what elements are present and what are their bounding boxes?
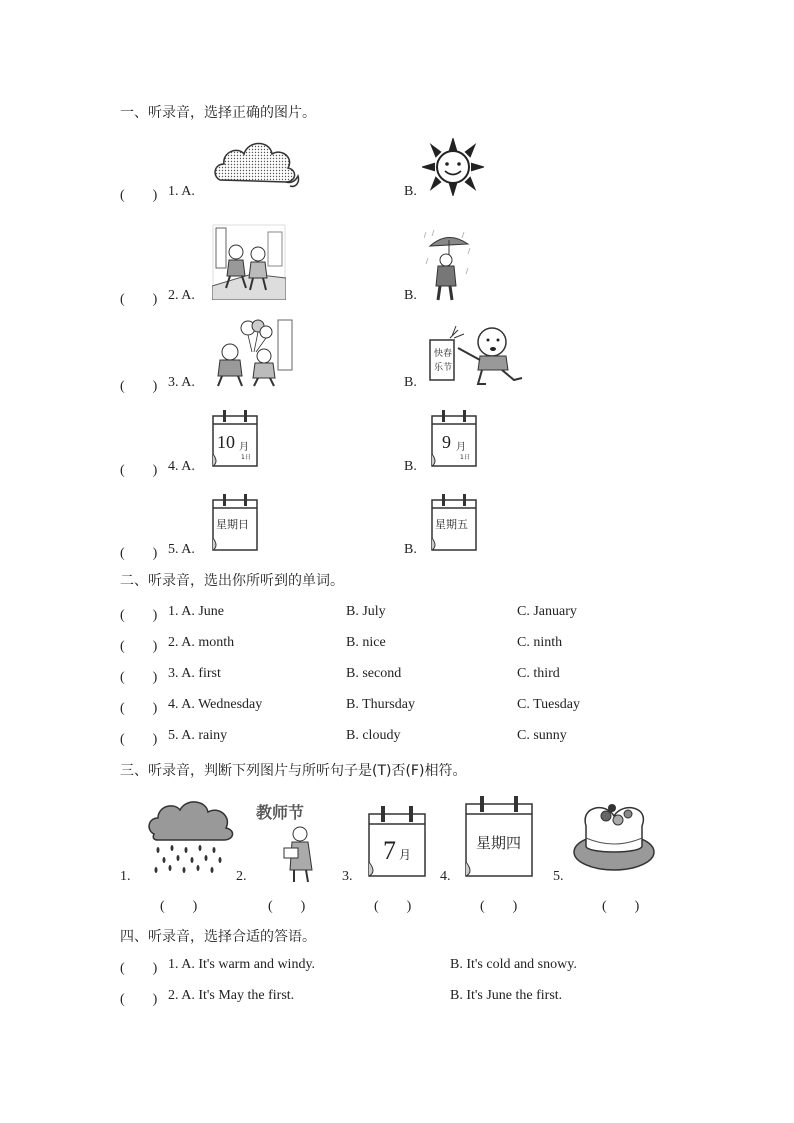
option-b: B. second (346, 666, 402, 681)
calendar-month-unit: 月 (239, 442, 249, 453)
answer-blank[interactable]: ( ) (120, 701, 158, 716)
item-number: 1. (120, 869, 131, 884)
calendar-month-unit: 月 (456, 442, 466, 453)
answer-blank[interactable]: ( ) (120, 379, 158, 394)
option-a: 2. A. month (168, 635, 235, 650)
option-a: 4. A. Wednesday (168, 697, 263, 712)
answer-blank[interactable]: ( ) (120, 546, 158, 561)
answer-blank[interactable]: ( ) (120, 961, 158, 976)
svg-text:乐节: 乐节 (434, 363, 453, 373)
calendar-day: 7 (383, 836, 396, 865)
calendar-date-small: 1日 (241, 454, 251, 461)
item-number: 2. (236, 869, 247, 884)
option-a: 1. A. It's warm and windy. (168, 957, 316, 972)
calendar-weekday: 星期五 (435, 518, 468, 531)
calendar-july-picture (367, 806, 427, 878)
teachers-day-picture (250, 796, 326, 884)
calendar-day: 9 (442, 432, 451, 452)
item-number: 2. A. (168, 288, 195, 303)
girl-umbrella-rain-picture (424, 228, 472, 302)
calendar-date-small: 1日 (460, 454, 470, 461)
answer-blank[interactable]: ( ) (120, 188, 158, 203)
option-b: B. Thursday (346, 697, 415, 712)
option-a: 5. A. rainy (168, 728, 228, 743)
option-c: C. Tuesday (517, 697, 581, 712)
answer-blank[interactable]: ( ) (120, 292, 158, 307)
answer-blank[interactable]: ( ) (120, 992, 158, 1007)
answer-blank[interactable]: ( ) (120, 463, 158, 478)
cloud-picture (212, 136, 304, 194)
rain-cloud-picture (146, 796, 236, 880)
sign-text: 快春 (434, 349, 453, 359)
option-c: C. ninth (517, 635, 563, 650)
option-c: C. sunny (517, 728, 567, 743)
answer-blank[interactable]: ( ) (120, 639, 158, 654)
option-b-label: B. (404, 459, 417, 474)
calendar-month-unit: 月 (399, 848, 412, 862)
option-c: C. third (517, 666, 560, 681)
answer-blank[interactable]: ( ) (120, 670, 158, 685)
item-number: 3. (342, 869, 353, 884)
option-a: 2. A. It's May the first. (168, 988, 295, 1003)
boy-firecracker-picture (428, 322, 528, 386)
item-number: 4. (440, 869, 451, 884)
answer-blank[interactable]: ( ) (602, 899, 640, 914)
option-a: 3. A. first (168, 666, 221, 681)
teachers-day-sign: 教师节 (256, 803, 305, 822)
item-number: 5. A. (168, 542, 195, 557)
answer-blank[interactable]: ( ) (160, 899, 198, 914)
option-b-label: B. (404, 375, 417, 390)
item-number: 1. A. (168, 184, 195, 199)
calendar-weekday: 星期日 (216, 518, 249, 531)
item-number: 5. (553, 869, 564, 884)
calendar-day: 10 (217, 432, 235, 452)
option-b: B. It's cold and snowy. (450, 957, 577, 972)
item-number: 4. A. (168, 459, 195, 474)
option-a: 1. A. June (168, 604, 224, 619)
item-number: 3. A. (168, 375, 195, 390)
section1-title: 一、听录音，选择正确的图片。 (120, 105, 316, 121)
calendar-weekday: 星期四 (476, 834, 522, 852)
answer-blank[interactable]: ( ) (268, 899, 306, 914)
children-walking-picture (212, 224, 286, 300)
section4-title: 四、听录音，选择合适的答语。 (120, 929, 316, 945)
section2-title: 二、听录音，选出你所听到的单词。 (120, 573, 344, 589)
option-b-label: B. (404, 184, 417, 199)
option-b: B. It's June the first. (450, 988, 563, 1003)
option-b: B. cloudy (346, 728, 401, 743)
option-b-label: B. (404, 288, 417, 303)
sun-picture (422, 138, 484, 196)
calendar-sunday-picture (211, 494, 259, 552)
option-b: B. July (346, 604, 386, 619)
answer-blank[interactable]: ( ) (120, 732, 158, 747)
calendar-september-1-picture (430, 410, 478, 468)
option-b-label: B. (404, 542, 417, 557)
answer-blank[interactable]: ( ) (120, 608, 158, 623)
children-balloons-picture (208, 318, 296, 388)
birthday-cake-picture (572, 796, 656, 876)
calendar-thursday-picture (464, 796, 536, 878)
answer-blank[interactable]: ( ) (480, 899, 518, 914)
option-c: C. January (517, 604, 577, 619)
option-b: B. nice (346, 635, 386, 650)
section3-title: 三、听录音，判断下列图片与所听句子是(T)否(F)相符。 (120, 763, 467, 779)
calendar-october-1-picture (211, 410, 259, 468)
calendar-friday-picture (430, 494, 478, 552)
answer-blank[interactable]: ( ) (374, 899, 412, 914)
